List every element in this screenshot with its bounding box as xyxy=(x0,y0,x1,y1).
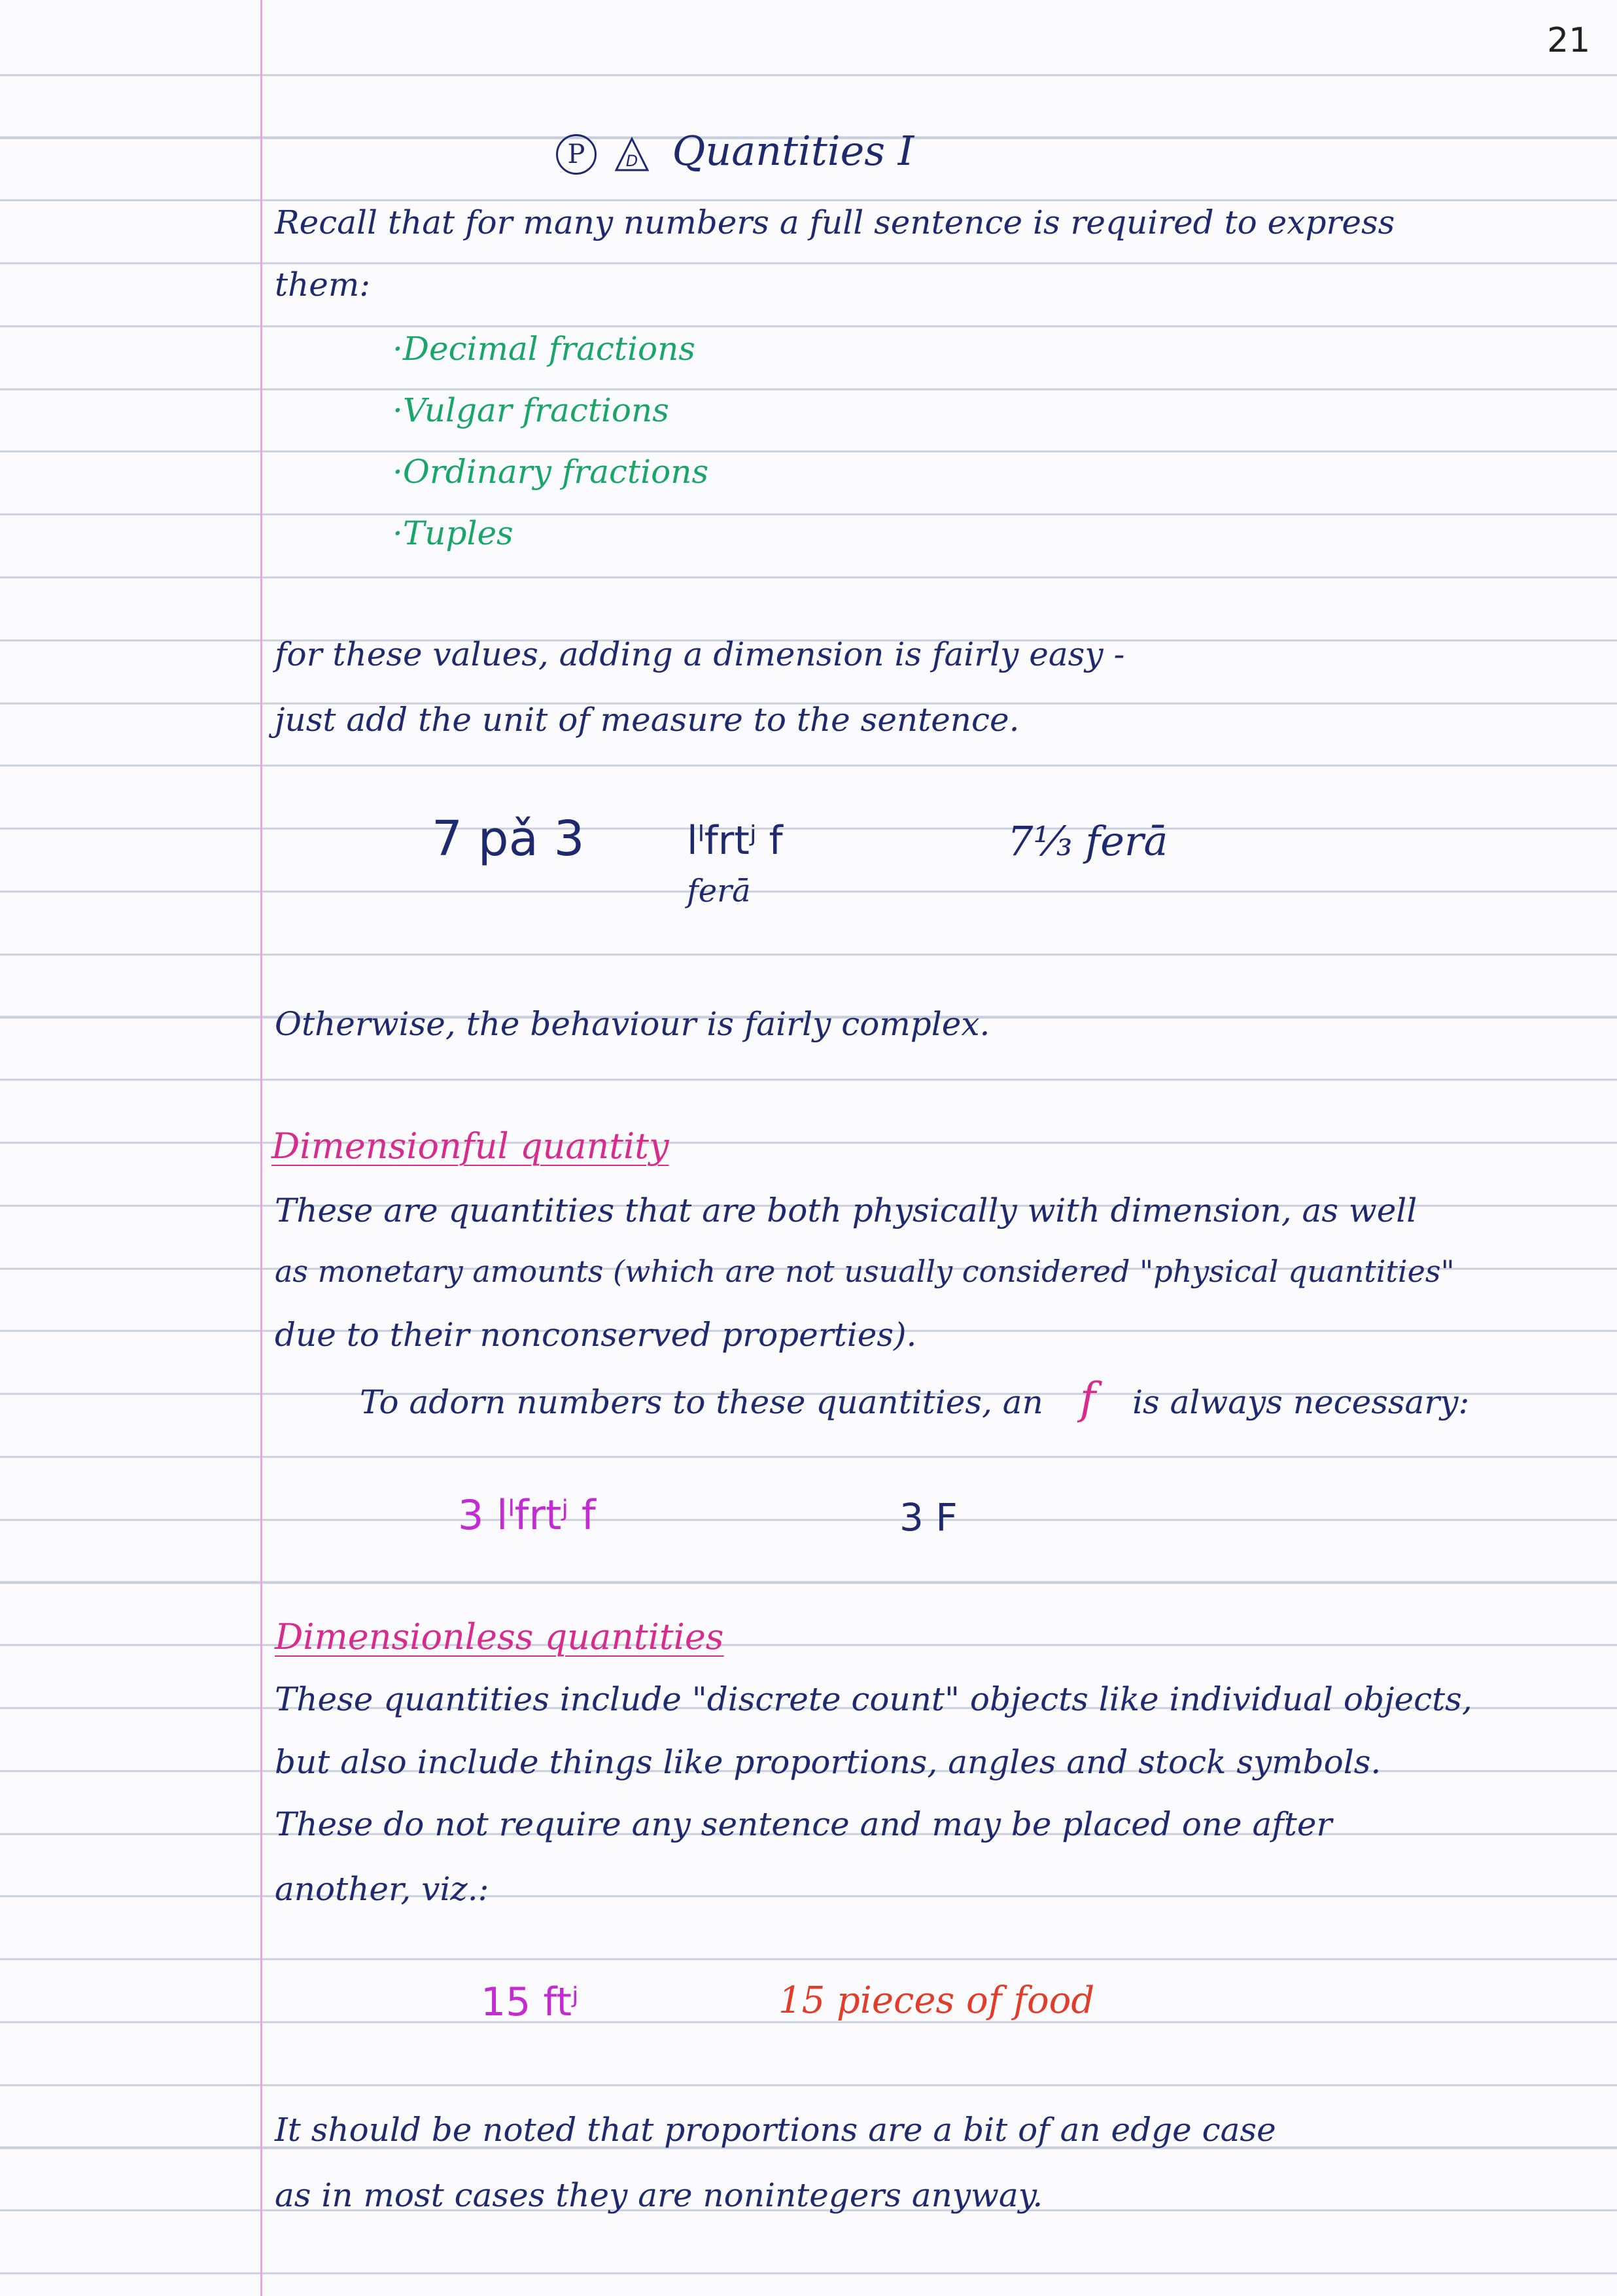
list-item-vulgar-fractions: ·Vulgar fractions xyxy=(392,391,669,429)
example-1-translation: 7⅓ ferā xyxy=(1007,817,1168,865)
page-title-text: Quantities I xyxy=(672,127,914,175)
otherwise-text: Otherwise, the behaviour is fairly complex. xyxy=(275,1005,990,1043)
margin-line xyxy=(260,0,262,2296)
svg-text:D: D xyxy=(625,151,638,170)
dimensionless-heading: Dimensionless quantities xyxy=(275,1616,724,1657)
list-item-decimal-fractions: ·Decimal fractions xyxy=(392,330,695,368)
page-title xyxy=(556,127,914,175)
dimensionful-line-4-suffix: is always necessary: xyxy=(1132,1383,1470,1421)
dimensionful-line-4-prefix: To adorn numbers to these quantities, an xyxy=(360,1383,1043,1421)
dimensionful-heading: Dimensionful quantity xyxy=(271,1125,669,1167)
example-1-native: 7 pǎ 3 xyxy=(432,811,585,867)
intro-line-1: Recall that for many numbers a full sentence is required to express xyxy=(275,203,1395,241)
page-number: 21 xyxy=(1547,21,1591,60)
dimensionful-line-3: due to their nonconserved properties). xyxy=(275,1316,917,1354)
note-line-2: as in most cases they are nonintegers anyway. xyxy=(275,2176,1043,2214)
circled-p-mark: P xyxy=(556,134,597,175)
dimensionful-line-1: These are quantities that are both physically with dimension, as well xyxy=(275,1192,1417,1229)
dimensionful-line-4 xyxy=(360,1373,1470,1424)
f-symbol: f xyxy=(1079,1373,1096,1424)
dimensionful-example-native: 3 lˡfrtʲ f xyxy=(458,1491,596,1539)
intro-line-2: them: xyxy=(275,266,371,304)
dimensionless-line-2: but also include things like proportions, angles and stock symbols. xyxy=(275,1743,1382,1781)
list-item-ordinary-fractions: ·Ordinary fractions xyxy=(392,453,709,491)
note-line-1: It should be noted that proportions are a bit of an edge case xyxy=(275,2111,1276,2149)
dimensionless-line-1: These quantities include "discrete count" objects like individual objects, xyxy=(275,1680,1472,1718)
dimension-line-1: for these values, adding a dimension is fairly easy - xyxy=(275,635,1125,673)
example-1-glyphs: lˡfrtʲ f xyxy=(687,818,783,864)
list-item-tuples: ·Tuples xyxy=(392,514,513,552)
example-1-gloss: ferā xyxy=(687,873,751,910)
triangle-d-mark xyxy=(614,136,650,173)
dimensionful-line-2: as monetary amounts (which are not usually considered "physical quantities" xyxy=(275,1254,1455,1289)
dimensionless-example-translation: 15 pieces of food xyxy=(778,1979,1095,2022)
dimensionless-example-native: 15 ftʲ xyxy=(481,1979,579,2025)
dimensionless-line-4: another, viz.: xyxy=(275,1870,489,1908)
dimension-line-2: just add the unit of measure to the sentence. xyxy=(275,701,1020,739)
dimensionful-example-translation: 3 F xyxy=(899,1495,958,1540)
dimensionless-line-3: These do not require any sentence and may be placed one after xyxy=(275,1805,1332,1843)
